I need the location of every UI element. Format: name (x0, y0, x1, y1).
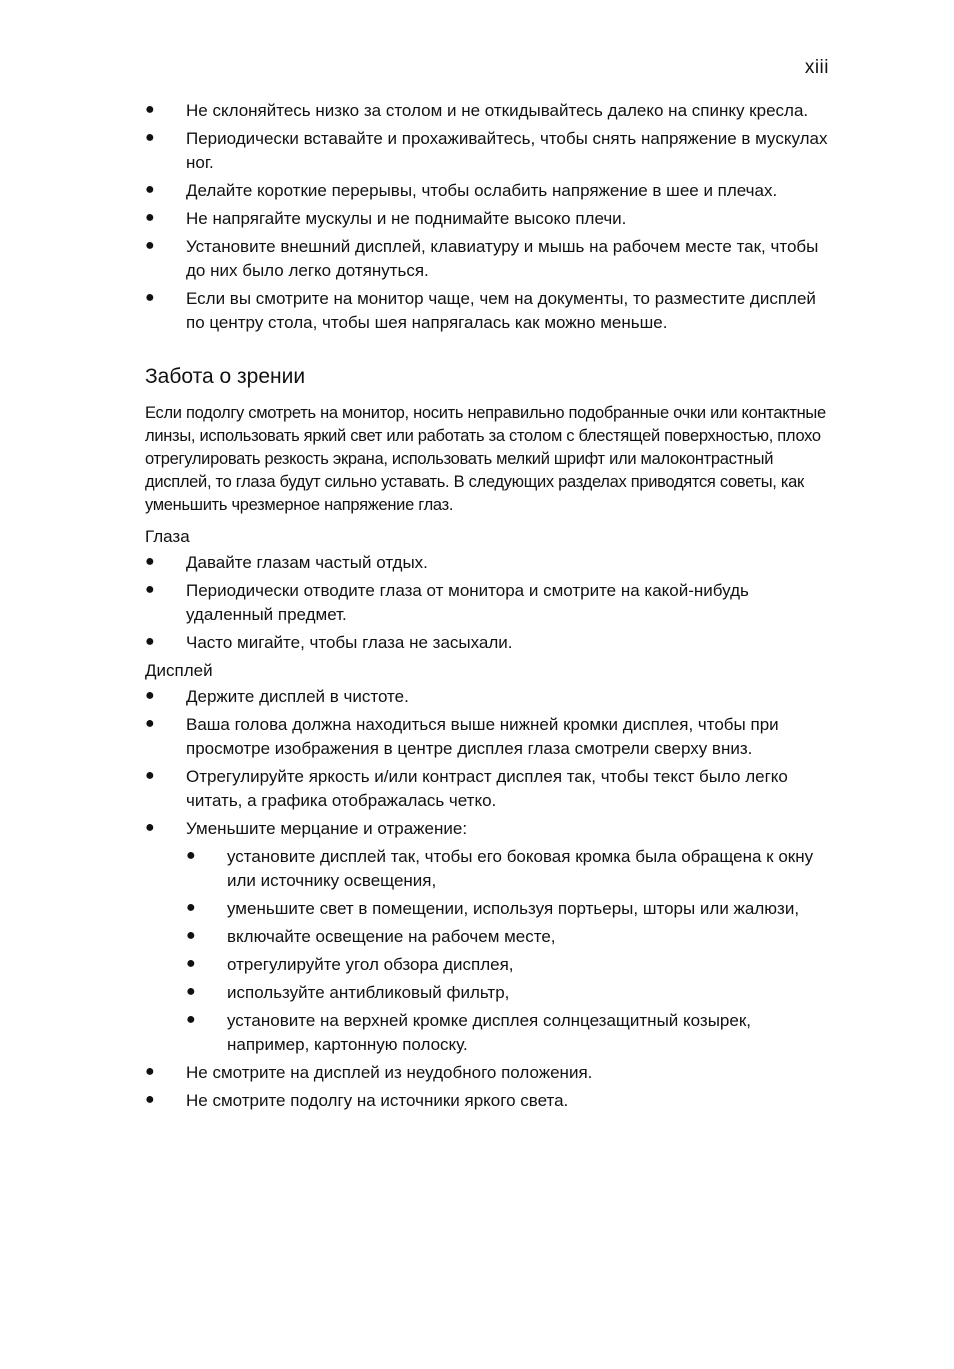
list-item-text: Не смотрите подолгу на источники яркого света. (186, 1091, 569, 1110)
list-item-text: Часто мигайте, чтобы глаза не засыхали. (186, 633, 513, 652)
list-item-text: Делайте короткие перерывы, чтобы ослабить напряжение в шее и плечах. (186, 181, 778, 200)
list-item (145, 207, 835, 231)
bullet-icon: ● (145, 289, 155, 306)
bullet-icon: ● (145, 129, 155, 146)
nested-list-item (186, 953, 835, 977)
list-item (145, 579, 835, 627)
bullet-icon: ● (186, 927, 196, 944)
list-item-text: Не напрягайте мускулы и не поднимайте высоко плечи. (186, 209, 627, 228)
bullet-icon: ● (145, 767, 155, 784)
list-item (145, 713, 835, 761)
display-bullet-list (145, 685, 835, 1113)
list-item-text: отрегулируйте угол обзора дисплея, (227, 955, 514, 974)
list-item (145, 765, 835, 813)
list-item-text: Если вы смотрите на монитор чаще, чем на документы, то разместите дисплей по центру стола, чтобы шея напрягалась как можно меньше. (186, 289, 816, 332)
list-item (145, 287, 835, 335)
list-item-text: установите на верхней кромке дисплея солнцезащитный козырек, например, картонную полоску. (227, 1011, 751, 1054)
bullet-icon: ● (186, 899, 196, 916)
bullet-icon: ● (186, 847, 196, 864)
page-content (145, 99, 835, 1117)
list-item (145, 817, 835, 1057)
eyes-bullet-list (145, 551, 835, 655)
nested-list-item (186, 1009, 835, 1057)
list-item-text: Уменьшите мерцание и отражение: (186, 819, 468, 838)
bullet-icon: ● (145, 1063, 155, 1080)
bullet-icon: ● (145, 553, 155, 570)
list-item (145, 99, 835, 123)
list-item-text: Периодически вставайте и прохаживайтесь, чтобы снять напряжение в мускулах ног. (186, 129, 828, 172)
display-heading: Дисплей (145, 661, 213, 680)
list-item-text: используйте антибликовый фильтр, (227, 983, 510, 1002)
list-item (145, 179, 835, 203)
list-item-text: Ваша голова должна находиться выше нижней кромки дисплея, чтобы при просмотре изображения в центре дисплея глаза смотрели сверху вниз. (186, 715, 779, 758)
bullet-icon: ● (145, 581, 155, 598)
bullet-icon: ● (186, 955, 196, 972)
bullet-icon: ● (145, 687, 155, 704)
list-item (145, 1061, 835, 1085)
nested-list-item (186, 981, 835, 1005)
bullet-icon: ● (145, 819, 155, 836)
eyes-heading: Глаза (145, 527, 190, 546)
list-item (145, 1089, 835, 1113)
list-item (145, 235, 835, 283)
list-item (145, 631, 835, 655)
nested-list-item (186, 925, 835, 949)
bullet-icon: ● (145, 1091, 155, 1108)
bullet-icon: ● (145, 101, 155, 118)
nested-list-item (186, 845, 835, 893)
list-item-text: Периодически отводите глаза от монитора и смотрите на какой-нибудь удаленный предмет. (186, 581, 749, 624)
list-item-text: установите дисплей так, чтобы его боковая кромка была обращена к окну или источнику освещения, (227, 847, 814, 890)
section-title: Забота о зрении (145, 365, 306, 388)
list-item (145, 127, 835, 175)
list-item-text: Не смотрите на дисплей из неудобного положения. (186, 1063, 593, 1082)
bullet-icon: ● (145, 715, 155, 732)
bullet-icon: ● (186, 1011, 196, 1028)
list-item-text: Держите дисплей в чистоте. (186, 687, 409, 706)
list-item-text: Давайте глазам частый отдых. (186, 553, 428, 572)
page-number: xiii (804, 57, 829, 78)
list-item (145, 551, 835, 575)
list-item-text: Установите внешний дисплей, клавиатуру и мышь на рабочем месте так, чтобы до них было легко дотянуться. (186, 237, 819, 280)
nested-list-item (186, 897, 835, 921)
bullet-icon: ● (145, 209, 155, 226)
list-item-text: уменьшите свет в помещении, используя портьеры, шторы или жалюзи, (227, 899, 800, 918)
intro-bullet-list (145, 99, 835, 335)
bullet-icon: ● (186, 983, 196, 1000)
list-item-text: Отрегулируйте яркость и/или контраст дисплея так, чтобы текст было легко читать, а графика отображалась четко. (186, 767, 788, 810)
list-item-text: Не склоняйтесь низко за столом и не откидывайтесь далеко на спинку кресла. (186, 101, 809, 120)
bullet-icon: ● (145, 633, 155, 650)
list-item (145, 685, 835, 709)
bullet-icon: ● (145, 181, 155, 198)
list-item-text: включайте освещение на рабочем месте, (227, 927, 556, 946)
bullet-icon: ● (145, 237, 155, 254)
reduce-glare-list (186, 845, 835, 1057)
section-paragraph: Если подолгу смотреть на монитор, носить неправильно подобранные очки или контактные линзы, использовать яркий свет или работать за столом с блестящей поверхностью, плохо отрегулировать резкость экрана, использовать мелкий шрифт или малоконтрастный дисплей, то глаза будут сильно уставать. В следующих разделах приводятся советы, как уменьшить чрезмерное напряжение глаз. (145, 404, 826, 514)
